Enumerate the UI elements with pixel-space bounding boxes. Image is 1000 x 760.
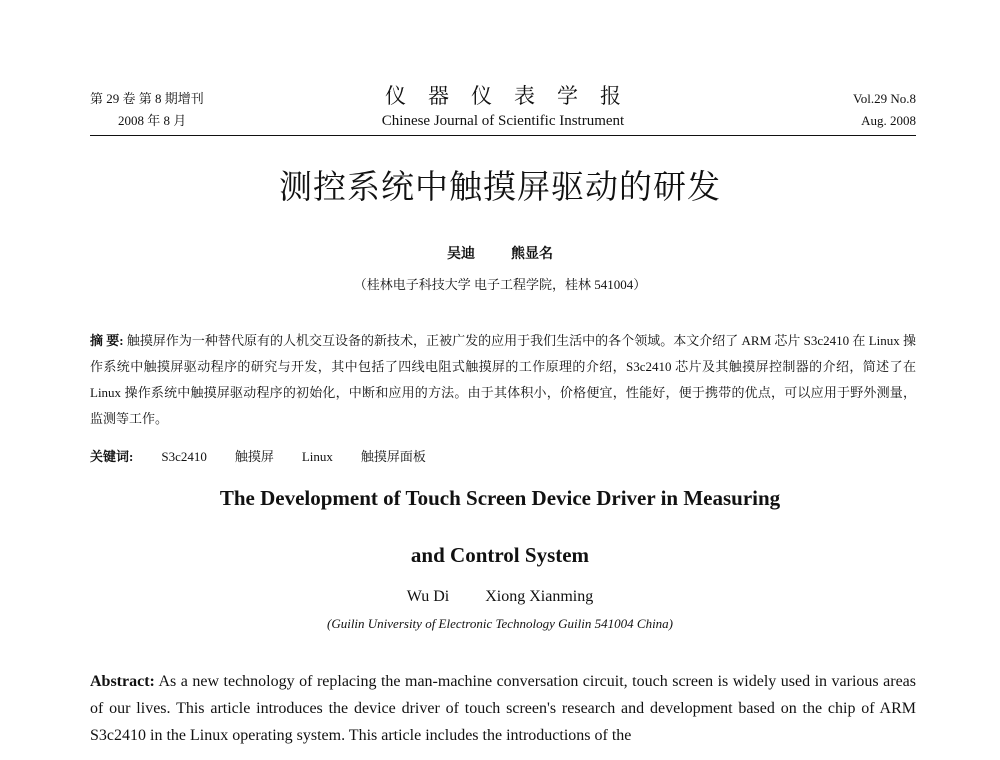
volume-info-en [853, 88, 916, 132]
keyword: 触摸屏面板 [360, 449, 426, 464]
paper-title-en-line1: The Development of Touch Screen Device Driver in Measuring [219, 486, 781, 510]
author-cn-2: 熊显名 [511, 247, 553, 262]
authors-cn [0, 244, 1000, 266]
affiliation-en: (Guilin University of Electronic Technology Guilin 541004 China) [326, 616, 674, 631]
issue-date: 2008 年 8 月 [118, 113, 187, 128]
journal-header [90, 84, 916, 136]
keyword: S3c2410 [161, 449, 207, 464]
abstract-cn [90, 328, 916, 432]
journal-name-en: Chinese Journal of Scientific Instrument [381, 113, 625, 129]
abstract-cn-text: 触摸屏作为一种替代原有的人机交互设备的新技术，正被广发的应用于我们生活中的各个领域。本文介绍了 ARM 芯片 S3c2410 在 Linux 操作系统中触摸屏驱动程序的研究与开发，其中包括了四线电阻式触摸屏的工作原理的介绍，S3c2410 芯片及其触摸屏控制器的介绍，简述了在 Linux 操作系统中触摸屏驱动程序的初始化，中断和应用的方法。由于其体积小，价格便宜，性能好，便于携带的优点，可以应用于野外测量，监测等工作。 [90, 333, 916, 426]
abstract-en [90, 668, 916, 749]
author-en-2: Xiong Xianming [485, 588, 594, 605]
author-cn-1: 吴迪 [447, 247, 475, 262]
keyword: 触摸屏 [234, 449, 274, 464]
keyword: Linux [301, 449, 333, 464]
author-en-1: Wu Di [406, 588, 450, 605]
abstract-en-label: Abstract: [90, 673, 155, 690]
issue-date-en: Aug. 2008 [861, 113, 916, 128]
keywords-cn-label: 关键词: [90, 449, 134, 464]
paper-title-en-line2: and Control System [410, 543, 590, 567]
volume-number-en: Vol.29 No.8 [853, 91, 916, 106]
header-rule [90, 135, 916, 136]
keywords-cn [90, 446, 916, 468]
volume-issue: 第 29 卷 第 8 期增刊 [90, 91, 204, 106]
journal-name [90, 84, 916, 132]
abstract-en-text: As a new technology of replacing the man-machine conversation circuit, touch screen is widely used in various areas of our lives. This article introduces the device driver of touch screen's research and development based on the chip of ARM S3c2410 in the Linux operating system. This article includes the introductions of the [90, 673, 917, 744]
paper-title-cn: 测控系统中触摸屏驱动的研发 [279, 170, 721, 206]
affiliation-cn: （桂林电子科技大学 电子工程学院，桂林 541004） [353, 277, 647, 292]
journal-name-cn: 仪器仪表学报 [385, 84, 643, 108]
authors-en [0, 586, 1000, 608]
abstract-cn-label: 摘 要: [90, 333, 124, 348]
